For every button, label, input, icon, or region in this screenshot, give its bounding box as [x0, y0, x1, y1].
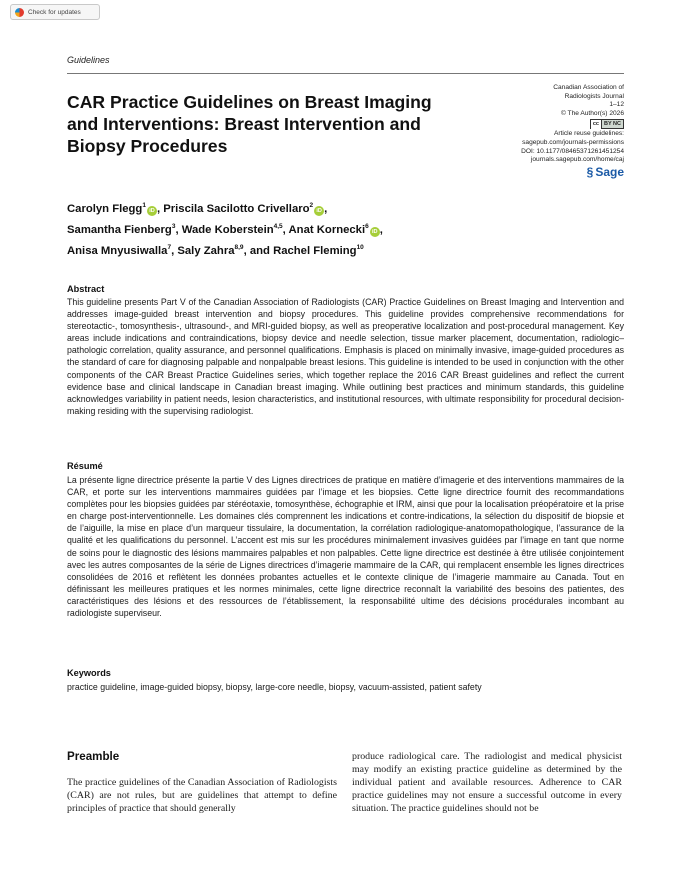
author-separator: ,	[324, 202, 328, 215]
reuse-guidelines-label: Article reuse guidelines:	[553, 130, 624, 138]
resume-heading: Résumé	[67, 461, 103, 471]
header-divider	[67, 73, 624, 74]
author-name[interactable]: Saly Zahra	[177, 245, 235, 258]
article-type-label: Guidelines	[67, 55, 110, 65]
check-for-updates-button[interactable]	[10, 4, 100, 20]
article-title: CAR Practice Guidelines on Breast Imaging and Interventions: Breast Intervention and Biopsy Procedures	[67, 92, 432, 156]
journal-name-line1: Canadian Association of	[553, 84, 624, 91]
journal-info	[474, 84, 624, 179]
affiliation-marker: 10	[356, 244, 364, 252]
author-name[interactable]: Anat Kornecki	[288, 223, 366, 236]
affiliation-marker: 1	[142, 202, 146, 209]
orcid-icon[interactable]: iD	[314, 206, 324, 216]
author-separator: ,	[175, 223, 182, 236]
cc-license-badge[interactable]	[590, 119, 624, 129]
author-separator: ,	[379, 223, 383, 236]
affiliation-marker: 4,5	[273, 223, 283, 231]
affiliation-marker: 6	[365, 223, 369, 231]
sage-logo	[586, 164, 624, 179]
resume-text: La présente ligne directrice présente la partie V des Lignes directrices de pratique en matière d’imagerie et des interventions mammaires de la CAR, et porte sur les interventions mammaires guidées par l’image et les biopsies. Cette ligne directrice fournit des recommandations complètes pour les biopsies guidées par stéréotaxie, tomosynthèse, échographie et IRM, ainsi que pour la localisation préopératoire et la prise en charge post-interventionnelle. Les domaines clés comprennent les indications et contre-indications, la sélection du dispositif de biopsie et de l’aiguille, la mise en place d’un marqueur tissulaire, la documentation, la corrélation radiologique-anatomopathologique, l’assurance de la qualité et les qualifications du personnel. L’accent est mis sur les procédures minimalement invasives guidées par l’image en tant que norme de soins pour le diagnostic des lésions mammaires palpables et non palpables. Cette ligne directrice est destinée à être utilisée conjointement avec les autres composantes de la série de Lignes directrices d’imagerie mammaire de la CAR, qui remplacent ensemble les lignes directrices consolidées de 2016 et reflètent les données probantes actuelles et le contexte clinique de l’imagerie mammaire au Canada. Tout en définissant les meilleures pratiques et les normes minimales, cette ligne directrice reconnaît la variabilité des besoins des patientes, des caractéristiques des lésions et des ressources de l’établissement, la responsabilité ultime des décisions procédurales incombant au radiologiste superviseur.	[67, 475, 624, 619]
orcid-icon[interactable]: iD	[147, 206, 157, 216]
journal-homepage-link[interactable]: journals.sagepub.com/home/caj	[530, 156, 624, 164]
author-name[interactable]: Anisa Mnyusiwalla	[67, 245, 168, 258]
author-separator: ,	[171, 245, 178, 258]
sage-s-icon: §	[586, 164, 594, 179]
author-name[interactable]: Carolyn Flegg	[67, 202, 143, 215]
affiliation-marker: 7	[167, 244, 172, 252]
author-list	[67, 197, 487, 261]
sage-logo-text: Sage	[595, 164, 624, 179]
preamble-column-left: The practice guidelines of the Canadian Association of Radiologists (CAR) are not rules, but are guidelines that attempt to define principles of practice that should generally	[67, 777, 337, 814]
abstract-heading: Abstract	[67, 284, 105, 294]
check-for-updates-label: Check for updates	[28, 8, 81, 16]
author-name[interactable]: Priscila Sacilotto Crivellaro	[163, 202, 310, 215]
page-range: 1–12	[609, 101, 624, 109]
copyright-notice: © The Author(s) 2026	[560, 109, 624, 117]
orcid-icon[interactable]: iD	[370, 227, 380, 237]
affiliation-marker: 2	[309, 202, 314, 209]
keywords-heading: Keywords	[67, 668, 111, 678]
preamble-column-right: produce radiological care. The radiologist and medical physicist may modify an existing practice guideline as determined by the individual patient and available resources. Adherence to CAR practice guidelines may not ensure a successful outcome in every situation. The practice guidelines should not be	[352, 751, 622, 814]
crossmark-icon	[15, 8, 24, 17]
journal-name-line2: Radiologists Journal	[564, 92, 624, 100]
author-separator: ,	[282, 223, 289, 236]
author-name[interactable]: Rachel Fleming	[273, 245, 357, 258]
abstract-text: This guideline presents Part V of the Canadian Association of Radiologists (CAR) Practice Guidelines on Breast Imaging and Intervention and addresses image-guided breast intervention and biopsy procedures. This guideline provides comprehensive recommendations for stereotactic-, tomosynthesis-, ultrasound-, and MRI-guided biopsy, as well as preoperative localization and post-procedural management. Key areas include indications and contraindications, biopsy device and needle selection, tissue marker placement, documentation, radiologic–pathologic correlation, quality assurance, and personnel qualifications. Emphasis is placed on minimally invasive, image-guided procedures as the standard of care for diagnosing palpable and nonpalpable breast lesions. This guideline is intended to be used in conjunction with the other components of the CAR Breast Practice Guidelines series, which together replace the 2016 CAR Breast guidelines and reflect the current evidence base and clinical landscape in Canadian breast imaging. While outlining best practices and minimum standards, this guideline acknowledges variability in patient needs, lesion characteristics, and institutional resources, with ultimate responsibility for procedural decision-making residing with the supervising radiologist.	[67, 297, 624, 416]
keywords-text: practice guideline, image-guided biopsy, biopsy, large-core needle, biopsy, vacuum-assisted, patient safety	[67, 682, 482, 692]
affiliation-marker: 3	[171, 223, 176, 231]
author-separator: , and	[243, 245, 274, 258]
author-name[interactable]: Wade Koberstein	[181, 223, 274, 236]
author-name[interactable]: Samantha Fienberg	[67, 223, 172, 236]
cc-icon: cc	[591, 120, 602, 129]
author-separator: ,	[156, 202, 164, 215]
affiliation-marker: 8,9	[234, 244, 244, 252]
reuse-guidelines-link[interactable]: sagepub.com/journals-permissions	[522, 138, 624, 146]
cc-by-nc-label: BY NC	[603, 121, 621, 128]
preamble-heading: Preamble	[67, 750, 120, 763]
doi-link[interactable]: DOI: 10.1177/08465371261451254	[521, 147, 624, 155]
